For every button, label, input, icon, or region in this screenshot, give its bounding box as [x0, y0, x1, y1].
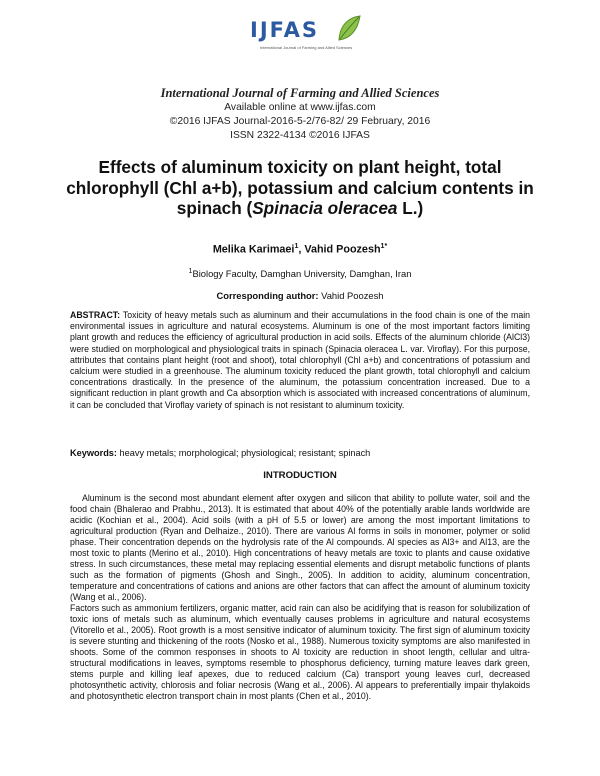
abstract-label: ABSTRACT: [70, 310, 121, 320]
affiliation-mark: 1 [188, 268, 193, 275]
online-availability: Available online at www.ijfas.com [224, 102, 376, 113]
corresponding-author [0, 290, 600, 301]
affiliation [0, 268, 600, 279]
abstract [70, 310, 530, 411]
keywords-label: Keywords: [70, 448, 117, 458]
issn-line: ISSN 2322-4134 ©2016 IJFAS [230, 130, 370, 141]
author-name: Vahid Poozesh [304, 243, 381, 256]
section-heading: INTRODUCTION [263, 470, 337, 481]
logo-text: IJFAS [250, 18, 319, 42]
affiliation-text: Biology Faculty, Damghan University, Damghan, Iran [192, 268, 412, 280]
article-title [60, 157, 540, 219]
corresponding-name: Vahid Poozesh [318, 290, 384, 301]
author-separator: , [298, 243, 305, 256]
author-list [0, 243, 600, 256]
journal-logo [246, 18, 366, 74]
intro-paragraph: Factors such as ammonium fertilizers, organic matter, acid rain can also be acidifying that is reason for solubilization of toxic ions of metals such as aluminum, which eventually causes problems in agriculture and natural ecosystems (Vitorello et al., 2005). Root growth is a most sensitive indicator of aluminum toxicity. The first sign of aluminum toxicity is severe stunting and thickening of the roots (Nosko et al., 1988). Numerous toxicity symptoms are also manifested in shoots. Some of the common responses in shoots to Al toxicity are reduction in shoot length, cellular and ultra-structural modifications in leaves, symptoms resemble to phosphorus deficiency, turning mature leaves dark green, stems purple and killing leaf apexes, due to reduced calcium (Ca) transport young leaves curl, decreased photosynthetic activity, chlorosis and foliar necrosis (Wang et al., 2006). Al appears to preferentially impair thylakoids and photosynthetic electron transport chain in most plants (Chen et al., 2010). [70, 603, 530, 701]
author-affiliation-mark: 1* [380, 243, 388, 250]
intro-paragraph: Aluminum is the second most abundant element after oxygen and silicon that ability to pollute water, soil and the food chain (Bhalerao and Prabhu., 2013). It is estimated that about 40% of the potentially arable lands worldwide are acidic (Kochian et al., 2004). Acid soils (with a pH of 5.5 or lower) are among the most important limitations to agricultural production (Ryan and Delhaize., 2010). There are various Al forms in soils in monomer, polymer or solid phase. Their concentration depends on the hydrolysis rate of the Al compounds. Al species as Al3+ and Al13, are the most toxic to plants (Merino et al., 2010). High concentrations of heavy metals are toxic to plants and cause oxidative stress. In such circumstances, these metal may replacing essential elements and disrupt metabolic functions of plants such as the formation of pigments (Ghosh and Singh., 2005). In addition to acidity, aluminum concentration, temperature and concentrations of cations and anions are other factors that can affect the amount of aluminum toxicity (Wang et al., 2006). [70, 493, 530, 602]
title-text: Effects of aluminum toxicity on plant height, total chlorophyll (Chl a+b), potassium and calcium contents in spinach ( [66, 157, 534, 218]
corresponding-label: Corresponding author: [216, 290, 319, 301]
title-suffix: L.) [397, 198, 424, 218]
leaf-icon [336, 14, 362, 44]
citation-line: ©2016 IJFAS Journal-2016-5-2/76-82/ 29 February, 2016 [169, 116, 431, 127]
logo-subtitle: International Journal of Farming and Allied Sciences [260, 45, 353, 50]
author-name: Melika Karimaei [212, 243, 295, 256]
author-affiliation-mark: 1 [294, 243, 299, 250]
keywords-text: heavy metals; morphological; physiological; resistant; spinach [116, 448, 371, 458]
abstract-text: Toxicity of heavy metals such as aluminum and their accumulations in the food chain is one of the main environmental issues in agriculture and natural ecosystems. Aluminum is one of the most important factors limiting plant growth and reduces the efficiency of agricultural production in acid soils. Effects of the aluminum chloride (AlCl3) were studied on morphological and physiological traits in spinach (Spinacia oleracea L. var. Viroflay). For this purpose, attributes that contains plant height (root and shoot), total chlorophyll (Chl a+b) and concentrations of potassium and calcium were studied in a greenhouse. The aluminum toxicity reduced the plant growth, total chlorophyll and calcium concentrations drastically. In the presence of the aluminum, the potassium concentration increased. Due to a significant reduction in plant growth and Ca absorption which is associated with increased concentrations of aluminum, it can be concluded that Viroflay variety of spinach is not resistant to aluminum toxicity. [70, 310, 530, 410]
title-species: Spinacia oleracea [252, 198, 398, 218]
journal-name: International Journal of Farming and Allied Sciences [160, 86, 440, 100]
keywords [70, 448, 530, 458]
